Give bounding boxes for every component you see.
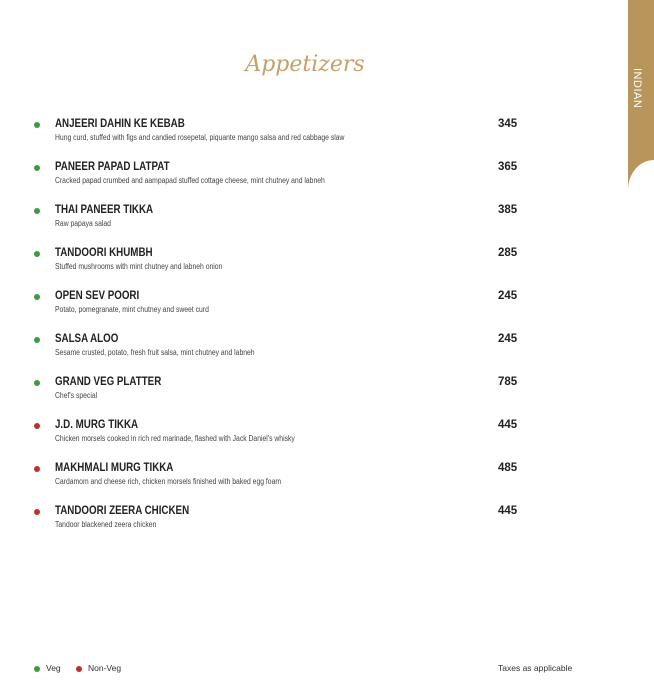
item-name: ANJEERI DAHIN KE KEBAB — [55, 118, 185, 130]
menu-item — [34, 505, 534, 545]
menu-item — [34, 462, 534, 502]
item-description: Cardamom and cheese rich, chicken morsels finished with baked egg foam — [55, 477, 282, 486]
item-description: Tandoor blackened zeera chicken — [55, 520, 157, 529]
menu-item — [34, 161, 534, 201]
tab-curve-decoration — [628, 160, 654, 190]
veg-dot-icon — [34, 251, 40, 257]
item-price: 285 — [498, 247, 518, 259]
item-name: J.D. MURG TIKKA — [55, 419, 139, 431]
item-name: SALSA ALOO — [55, 333, 119, 345]
item-name: TANDOORI KHUMBH — [55, 247, 153, 259]
item-description: Hung curd, stuffed with figs and candied rosepetal, piquante mango salsa and red cabbage slaw — [55, 133, 345, 142]
menu-item — [34, 118, 534, 158]
menu-item — [34, 419, 534, 459]
page-title: Appetizers — [245, 52, 365, 77]
item-name: THAI PANEER TIKKA — [55, 204, 154, 216]
item-name: MAKHMALI MURG TIKKA — [55, 462, 174, 474]
nonveg-dot-icon — [34, 509, 40, 515]
legend-veg-label: Veg — [46, 663, 61, 673]
menu-item — [34, 204, 534, 244]
category-tab-label: INDIAN — [631, 68, 643, 109]
item-price: 785 — [498, 376, 518, 388]
item-description: Potato, pomegranate, mint chutney and sweet curd — [55, 305, 209, 314]
item-price: 245 — [498, 333, 518, 345]
veg-dot-icon — [34, 666, 40, 672]
item-description: Chicken morsels cooked in rich red marinade, flashed with Jack Daniel's whisky — [55, 434, 295, 443]
veg-dot-icon — [34, 165, 40, 171]
item-price: 365 — [498, 161, 518, 173]
menu-item — [34, 290, 534, 330]
item-name: TANDOORI ZEERA CHICKEN — [55, 505, 190, 517]
item-price: 345 — [498, 118, 518, 130]
veg-dot-icon — [34, 337, 40, 343]
legend-veg — [34, 663, 61, 673]
menu-item — [34, 333, 534, 373]
menu-item — [34, 376, 534, 416]
item-price: 245 — [498, 290, 518, 302]
menu-item — [34, 247, 534, 287]
item-name: GRAND VEG PLATTER — [55, 376, 162, 388]
item-name: OPEN SEV POORI — [55, 290, 140, 302]
legend-nonveg — [76, 663, 121, 673]
veg-dot-icon — [34, 122, 40, 128]
veg-dot-icon — [34, 294, 40, 300]
item-description: Chef's special — [55, 391, 98, 400]
item-description: Cracked papad crumbed and aampapad stuffed cottage cheese, mint chutney and labneh — [55, 176, 325, 185]
item-name: PANEER PAPAD LATPAT — [55, 161, 170, 173]
veg-dot-icon — [34, 380, 40, 386]
nonveg-dot-icon — [76, 666, 82, 672]
legend-nonveg-label: Non-Veg — [88, 663, 122, 673]
item-description: Raw papaya salad — [55, 219, 111, 228]
item-price: 485 — [498, 462, 518, 474]
nonveg-dot-icon — [34, 423, 40, 429]
taxes-note: Taxes as applicable — [498, 663, 573, 673]
nonveg-dot-icon — [34, 466, 40, 472]
item-price: 445 — [498, 419, 518, 431]
veg-dot-icon — [34, 208, 40, 214]
item-price: 445 — [498, 505, 518, 517]
item-description: Stuffed mushrooms with mint chutney and labneh onion — [55, 262, 223, 271]
item-description: Sesame crusted, potato, fresh fruit salsa, mint chutney and labneh — [55, 348, 255, 357]
category-tab-indian[interactable] — [628, 0, 654, 190]
item-price: 385 — [498, 204, 518, 216]
